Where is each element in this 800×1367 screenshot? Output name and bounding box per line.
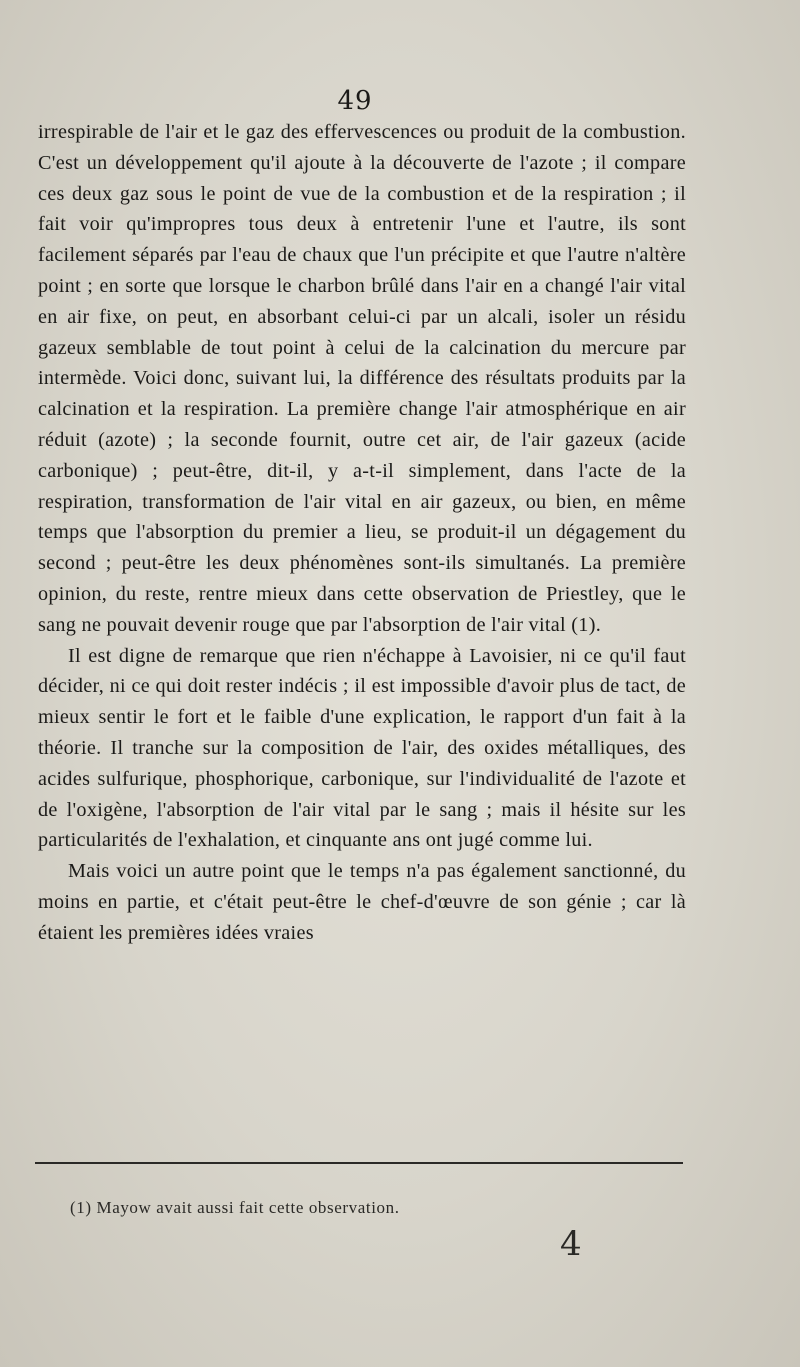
paragraph-3: Mais voici un autre point que le temps n'a pas également sanctionné, du moins en partie, et c'était peut-être le chef-d'œuvre de son génie ; car là étaient les premières idées vraies xyxy=(38,860,686,944)
page-number: 49 xyxy=(337,86,373,116)
footnote: (1) Mayow avait aussi fait cette observation. xyxy=(70,1198,400,1217)
paragraph-1: irrespirable de l'air et le gaz des effervescences ou produit de la combustion. C'est un développement qu'il ajoute à la découverte de l'azote ; il compare ces deux gaz sous le point de vue de la combustion et de la respiration ; il fait voir qu'impropres tous deux à entretenir l'une et l'autre, ils sont facilement séparés par l'eau de chaux que l'un précipite et que l'autre n'altère point ; en sorte que lorsque le charbon brûlé dans l'air en a changé l'air vital en air fixe, on peut, en absorbant celui-ci par un alcali, isoler un résidu gazeux semblable de tout point à celui de la calcination du mercure par intermède. Voici donc, suivant lui, la différence des résultats produits par la calcination et la respiration. La première change l'air atmosphérique en air réduit (azote) ; la seconde fournit, outre cet air, de l'air gazeux (acide carbonique) ; peut-être, dit-il, y a-t-il simplement, dans l'acte de la respiration, transformation de l'air vital en air gazeux, ou bien, en même temps que l'absorption du premier a lieu, se produit-il un dégagement du second ; peut-être les deux phénomènes sont-ils simultanés. La première opinion, du reste, rentre mieux dans cette observation de Priestley, que le sang ne pouvait devenir rouge que par l'absorption de l'air vital (1). xyxy=(38,121,686,636)
body-text xyxy=(38,117,686,949)
signature-mark: 4 xyxy=(560,1224,582,1264)
paragraph-2: Il est digne de remarque que rien n'échappe à Lavoisier, ni ce qu'il faut décider, ni ce qui doit rester indécis ; il est impossible d'avoir plus de tact, de mieux sentir le fort et le faible d'une explication, le rapport d'un fait à la théorie. Il tranche sur la composition de l'air, des oxides métalliques, des acides sulfurique, phosphorique, carbonique, sur l'individualité de l'azote et de l'oxigène, l'absorption de l'air vital par le sang ; mais il hésite sur les particularités de l'exhalation, et cinquante ans ont jugé comme lui. xyxy=(38,644,686,852)
footnote-rule xyxy=(35,1162,683,1164)
